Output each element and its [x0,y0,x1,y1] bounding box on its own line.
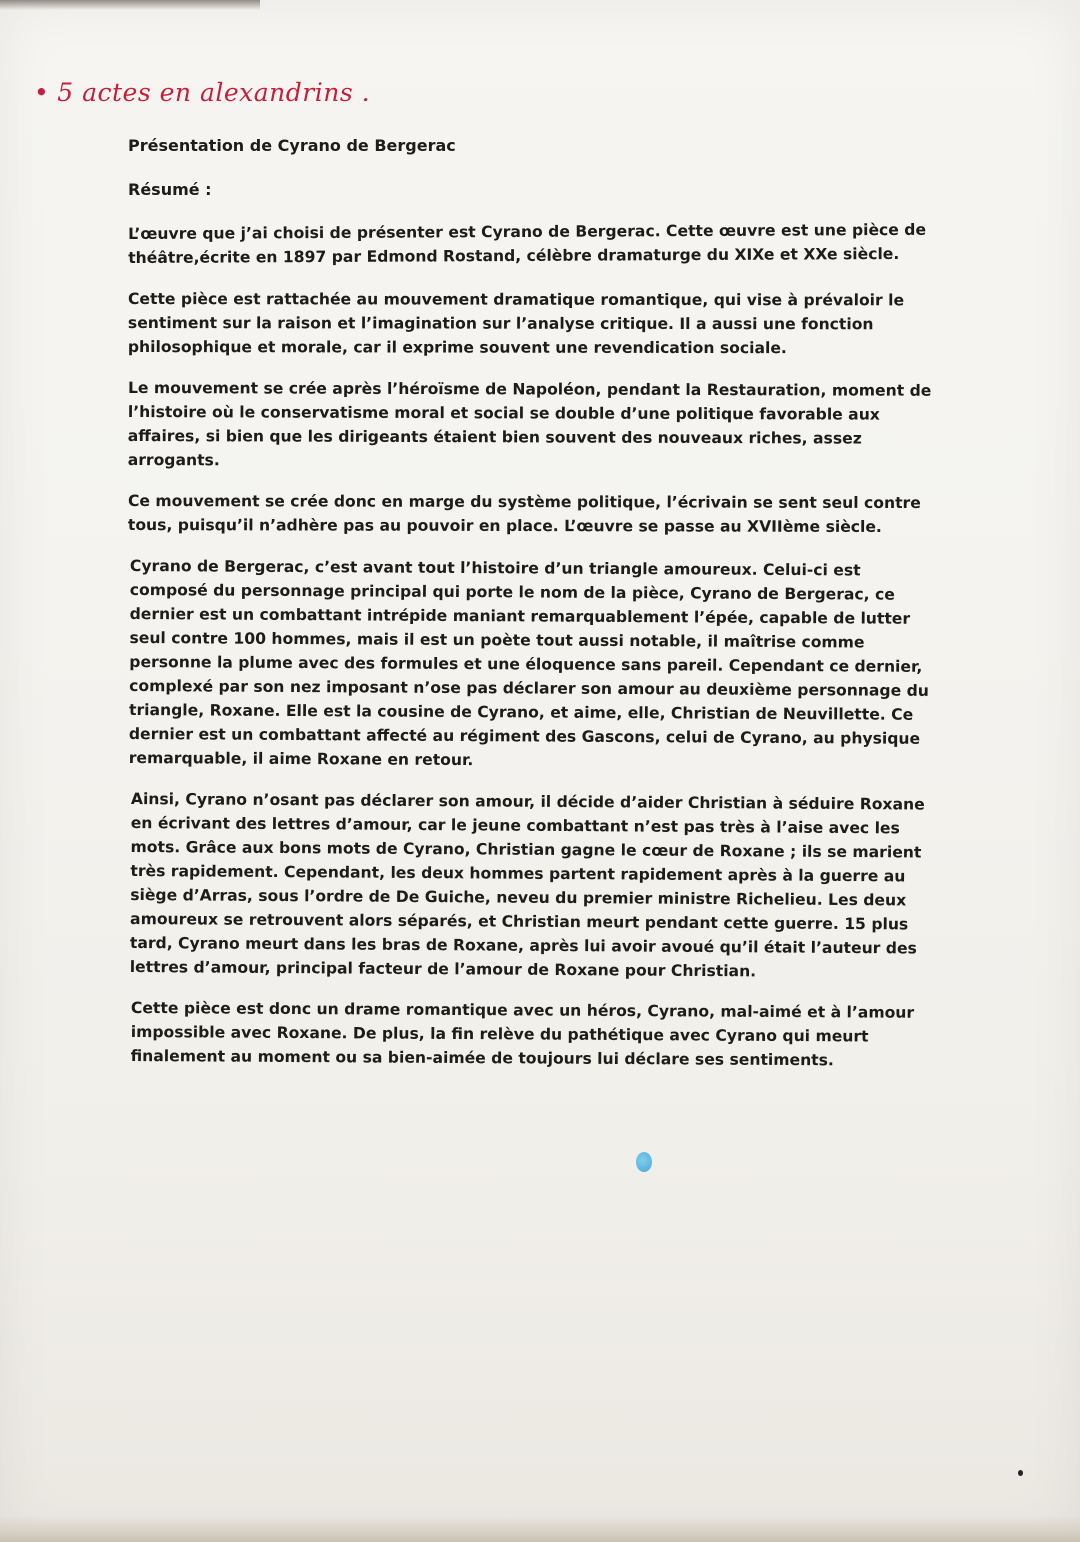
paragraph: Cette pièce est rattachée au mouvement dramatique romantique, qui vise à prévaloir le sentiment sur la raison et l’imagination sur l’analyse critique. Il a aussi une fonction philosophique et morale, car il exprime souvent une revendication sociale. [127,290,905,358]
document-body [128,134,943,1085]
paragraph: Le mouvement se crée après l’héroïsme de Napoléon, pendant la Restauration, moment de l’histoire où le conservatisme moral et social se double d’une politique favorable aux affaires, si bien que les dirigeants étaient bien souvent des nouveaux riches, assez arrogants. [127,379,932,470]
document-subtitle: Résumé : [128,180,212,199]
paragraph: L’œuvre que j’ai choisi de présenter est Cyrano de Bergerac. Cette œuvre est une pièce de théâtre,écrite en 1897 par Edmond Rostand, célèbre dramaturge du XIXe et XXe siècle. [128,220,927,267]
paragraph: Ainsi, Cyrano n’osant pas déclarer son amour, il décide d’aider Christian à séduire Roxane en écrivant des lettres d’amour, car le jeune combattant n’est pas très à l’aise avec les mots. Grâce aux bons mots de Cyrano, Christian gagne le cœur de Roxane ; ils se marient très rapidement. Cependant, les deux hommes partent rapidement après à la guerre au siège d’Arras, sous l’ordre de De Guiche, neveu du premier ministre Richelieu. Les deux amoureux se retrouvent alors séparés, et Christian meurt pendant cette guerre. 15 plus tard, Cyrano meurt dans les bras de Roxane, après lui avoir avoué qu’il était l’auteur des lettres d’amour, principal facteur de l’amour de Roxane pour Christian. [129,789,925,981]
top-shadow [0,0,260,10]
paragraph: Ce mouvement se crée donc en marge du système politique, l’écrivain se sent seul contre tous, puisqu’il n’adhère pas au pouvoir en place. L’œuvre se passe au XVIIème siècle. [127,492,921,536]
annotation-text: 5 actes en alexandrins . [57,78,371,107]
blue-ink-mark [636,1152,652,1172]
paper-bottom-edge [0,1516,1080,1542]
annotation-bullet: • [34,78,50,107]
ink-dot [1018,1470,1023,1476]
document-title: Présentation de Cyrano de Bergerac [128,136,456,155]
handwritten-annotation [34,78,370,107]
paragraph: Cette pièce est donc un drame romantique avec un héros, Cyrano, mal-aimé et à l’amour impossible avec Roxane. De plus, la fin relève du pathétique avec Cyrano qui meurt finalement au moment ou sa bien-aimée de toujours lui déclare ses sentiments. [130,998,915,1070]
paragraph: Cyrano de Bergerac, c’est avant tout l’histoire d’un triangle amoureux. Celui-ci est composé du personnage principal qui porte le nom de la pièce, Cyrano de Bergerac, ce dernier est un combattant intrépide maniant remarquablement l’épée, capable de lutter seul contre 100 hommes, mais il est un poète tout aussi notable, il maîtrise comme personne la plume avec des formules et une éloquence sans pareil. Cependant ce dernier, complexé par son nez imposant n’ose pas déclarer son amour au deuxième personnage du triangle, Roxane. Elle est la cousine de Cyrano, et aime, elle, Christian de Neuvillette. Ce dernier est un combattant affecté au régiment des Gascons, celui de Cyrano, au physique remarquable, il aime Roxane en retour. [128,556,929,770]
